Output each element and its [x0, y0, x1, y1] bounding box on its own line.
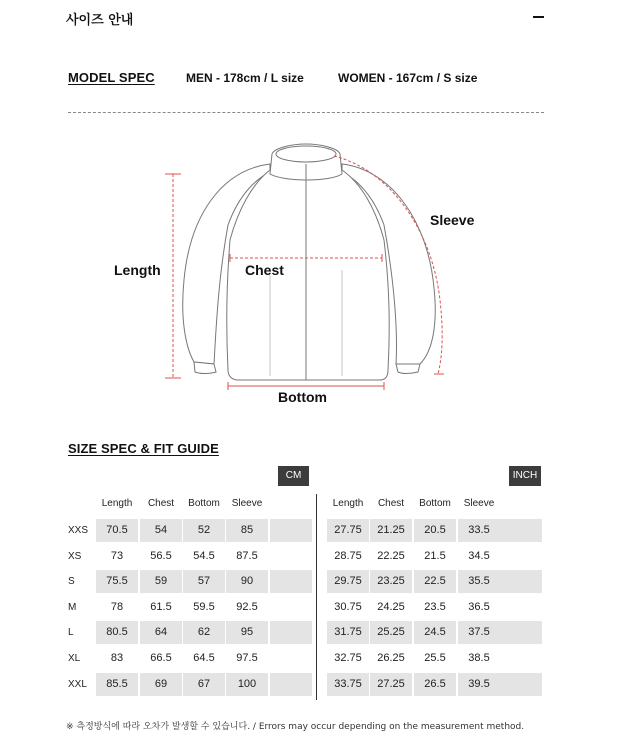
table-cell: 64: [140, 621, 182, 644]
table-cell: 37.5: [458, 621, 500, 644]
size-spec-title: SIZE SPEC & FIT GUIDE: [68, 441, 219, 456]
table-cell: 92.5: [236, 600, 258, 613]
model-spec-women: WOMEN - 167cm / S size: [338, 71, 478, 85]
table-cell: 33.75: [327, 673, 369, 696]
column-header: Length: [332, 498, 364, 509]
table-cell: 24.25: [377, 600, 405, 613]
table-cell: 21.5: [424, 549, 446, 562]
table-cell: 66.5: [150, 652, 172, 664]
table-cell: 32.75: [334, 652, 362, 664]
footnote: ※ 측정방식에 따라 오차가 발생할 수 있습니다. / Errors may occur depending on the measurement method.: [66, 722, 525, 732]
table-cell: 57: [183, 570, 225, 593]
table-cell: 87.5: [236, 549, 258, 562]
table-cell: 78: [110, 600, 124, 613]
table-cell: 25.5: [424, 652, 446, 664]
size-label: XS: [68, 550, 82, 562]
table-cell: [270, 621, 312, 644]
table-cell: 34.5: [468, 549, 490, 562]
table-cell: 26.25: [377, 652, 405, 664]
table-cell: [500, 545, 542, 568]
column-header: Sleeve: [463, 498, 495, 509]
table-cell: 22.25: [377, 549, 405, 562]
table-cell: 90: [226, 570, 268, 593]
table-cell: [500, 596, 542, 619]
bottom-label: Bottom: [278, 389, 327, 405]
size-label: XL: [68, 653, 81, 664]
size-label: M: [68, 601, 77, 613]
table-cell: 23.5: [424, 600, 446, 613]
table-cell: [270, 647, 312, 670]
column-header: Chest: [377, 498, 405, 509]
table-cell: [500, 673, 542, 696]
table-cell: 22.5: [414, 570, 456, 593]
table-cell: [500, 570, 542, 593]
table-cell: 62: [183, 621, 225, 644]
size-label: XXL: [68, 678, 87, 690]
table-cell: 27.25: [370, 673, 412, 696]
column-header: Chest: [147, 498, 175, 509]
table-cell: 26.5: [414, 673, 456, 696]
size-label: XXS: [68, 525, 89, 536]
column-header: Length: [101, 498, 133, 509]
table-cell: 56.5: [150, 549, 172, 562]
table-cell: 67: [183, 673, 225, 696]
model-spec-men: MEN - 178cm / L size: [186, 71, 304, 85]
model-spec-title: MODEL SPEC: [68, 70, 155, 85]
table-cell: 54: [140, 519, 182, 542]
table-cell: [270, 596, 312, 619]
table-cell: 80.5: [96, 621, 138, 644]
unit-badge-inch: INCH: [509, 466, 541, 486]
table-cell: 23.25: [370, 570, 412, 593]
table-cell: 85: [226, 519, 268, 542]
table-cell: 31.75: [327, 621, 369, 644]
unit-badge-cm: CM: [278, 466, 309, 486]
size-label: S: [68, 576, 75, 588]
table-cell: 75.5: [96, 570, 138, 593]
table-cell: [500, 519, 542, 542]
table-cell: 59.5: [193, 600, 215, 613]
table-cell: 54.5: [193, 549, 215, 562]
table-cell: 30.75: [334, 600, 362, 613]
table-cell: 69: [140, 673, 182, 696]
table-cell: 83: [110, 652, 124, 664]
table-cell: 97.5: [236, 652, 258, 664]
table-cell: 52: [183, 519, 225, 542]
chest-label: Chest: [245, 262, 284, 278]
table-cell: 24.5: [414, 621, 456, 644]
table-cell: 27.75: [327, 519, 369, 542]
page-title: 사이즈 안내: [66, 13, 134, 28]
table-cell: 85.5: [96, 673, 138, 696]
table-cell: 20.5: [414, 519, 456, 542]
table-cell: 28.75: [334, 549, 362, 562]
table-cell: 61.5: [150, 600, 172, 613]
table-cell: 73: [110, 549, 124, 562]
table-cell: 33.5: [458, 519, 500, 542]
table-cell: [270, 545, 312, 568]
length-label: Length: [114, 262, 161, 278]
table-cell: [500, 621, 542, 644]
jacket-diagram: [0, 130, 630, 430]
table-cell: 59: [140, 570, 182, 593]
table-cell: 35.5: [458, 570, 500, 593]
collar-opening: [276, 146, 336, 162]
table-divider: [316, 494, 317, 700]
table-cell: 36.5: [468, 600, 490, 613]
table-cell: [500, 647, 542, 670]
table-cell: 64.5: [193, 652, 215, 664]
table-cell: 95: [226, 621, 268, 644]
table-cell: 100: [226, 673, 268, 696]
table-cell: 39.5: [458, 673, 500, 696]
column-header: Bottom: [419, 498, 451, 509]
sleeve-label: Sleeve: [430, 212, 475, 228]
table-cell: [270, 519, 312, 542]
column-header: Bottom: [188, 498, 220, 509]
minus-icon[interactable]: [533, 16, 544, 18]
table-cell: 70.5: [96, 519, 138, 542]
left-cuff: [194, 362, 216, 374]
size-label: L: [68, 627, 74, 639]
table-cell: [270, 673, 312, 696]
right-cuff: [396, 364, 420, 374]
section-divider: [68, 112, 544, 113]
table-cell: 21.25: [370, 519, 412, 542]
table-cell: [270, 570, 312, 593]
column-header: Sleeve: [231, 498, 263, 509]
table-cell: 25.25: [370, 621, 412, 644]
table-cell: 38.5: [468, 652, 490, 664]
table-cell: 29.75: [327, 570, 369, 593]
